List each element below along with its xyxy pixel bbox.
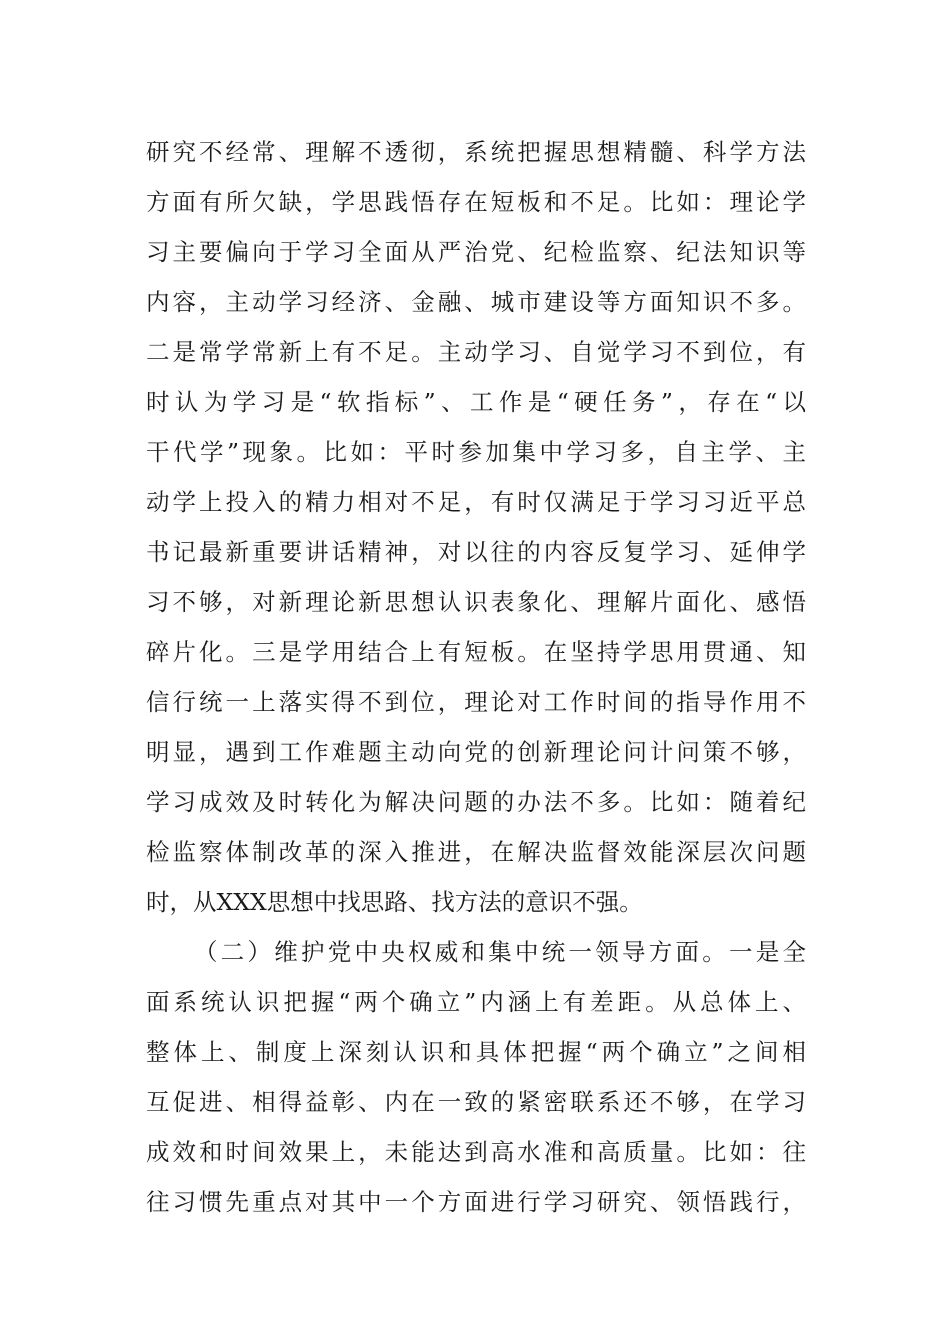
text-line: 习主要偏向于学习全面从严治党、纪检监察、纪法知识等 [146, 238, 806, 266]
text-line: 研究不经常、理解不透彻，系统把握思想精髓、科学方法 [146, 138, 806, 166]
text-line: 二是常学常新上有不足。主动学习、自觉学习不到位，有 [146, 338, 806, 366]
text-line: 面系统认识把握“两个确立”内涵上有差距。从总体上、 [146, 988, 806, 1016]
text-line: 时认为学习是“软指标”、工作是“硬任务”，存在“以 [146, 388, 806, 416]
text-line: 明显，遇到工作难题主动向党的创新理论问计问策不够， [146, 738, 806, 766]
text-line: 时，从XXX思想中找思路、找方法的意识不强。 [146, 888, 643, 916]
text-line: 学习成效及时转化为解决问题的办法不多。比如：随着纪 [146, 788, 806, 816]
text-line: 动学上投入的精力相对不足，有时仅满足于学习习近平总 [146, 488, 806, 516]
text-line: 整体上、制度上深刻认识和具体把握“两个确立”之间相 [146, 1038, 806, 1066]
text-line: 检监察体制改革的深入推进，在解决监督效能深层次问题 [146, 838, 806, 866]
text-line: 干代学”现象。比如：平时参加集中学习多，自主学、主 [146, 438, 806, 466]
text-line: 信行统一上落实得不到位，理论对工作时间的指导作用不 [146, 688, 806, 716]
text-line: 往习惯先重点对其中一个方面进行学习研究、领悟践行， [146, 1188, 806, 1216]
text-line: 互促进、相得益彰、内在一致的紧密联系还不够，在学习 [146, 1088, 806, 1116]
text-line: 成效和时间效果上，未能达到高水准和高质量。比如：往 [146, 1138, 806, 1166]
text-line: 书记最新重要讲话精神，对以往的内容反复学习、延伸学 [146, 538, 806, 566]
text-line: 方面有所欠缺，学思践悟存在短板和不足。比如：理论学 [146, 188, 806, 216]
text-line: 习不够，对新理论新思想认识表象化、理解片面化、感悟 [146, 588, 806, 616]
text-line: 内容，主动学习经济、金融、城市建设等方面知识不多。 [146, 288, 806, 316]
section-heading-line: （二）维护党中央权威和集中统一领导方面。一是全 [194, 938, 806, 966]
text-line: 碎片化。三是学用结合上有短板。在坚持学思用贯通、知 [146, 638, 806, 666]
